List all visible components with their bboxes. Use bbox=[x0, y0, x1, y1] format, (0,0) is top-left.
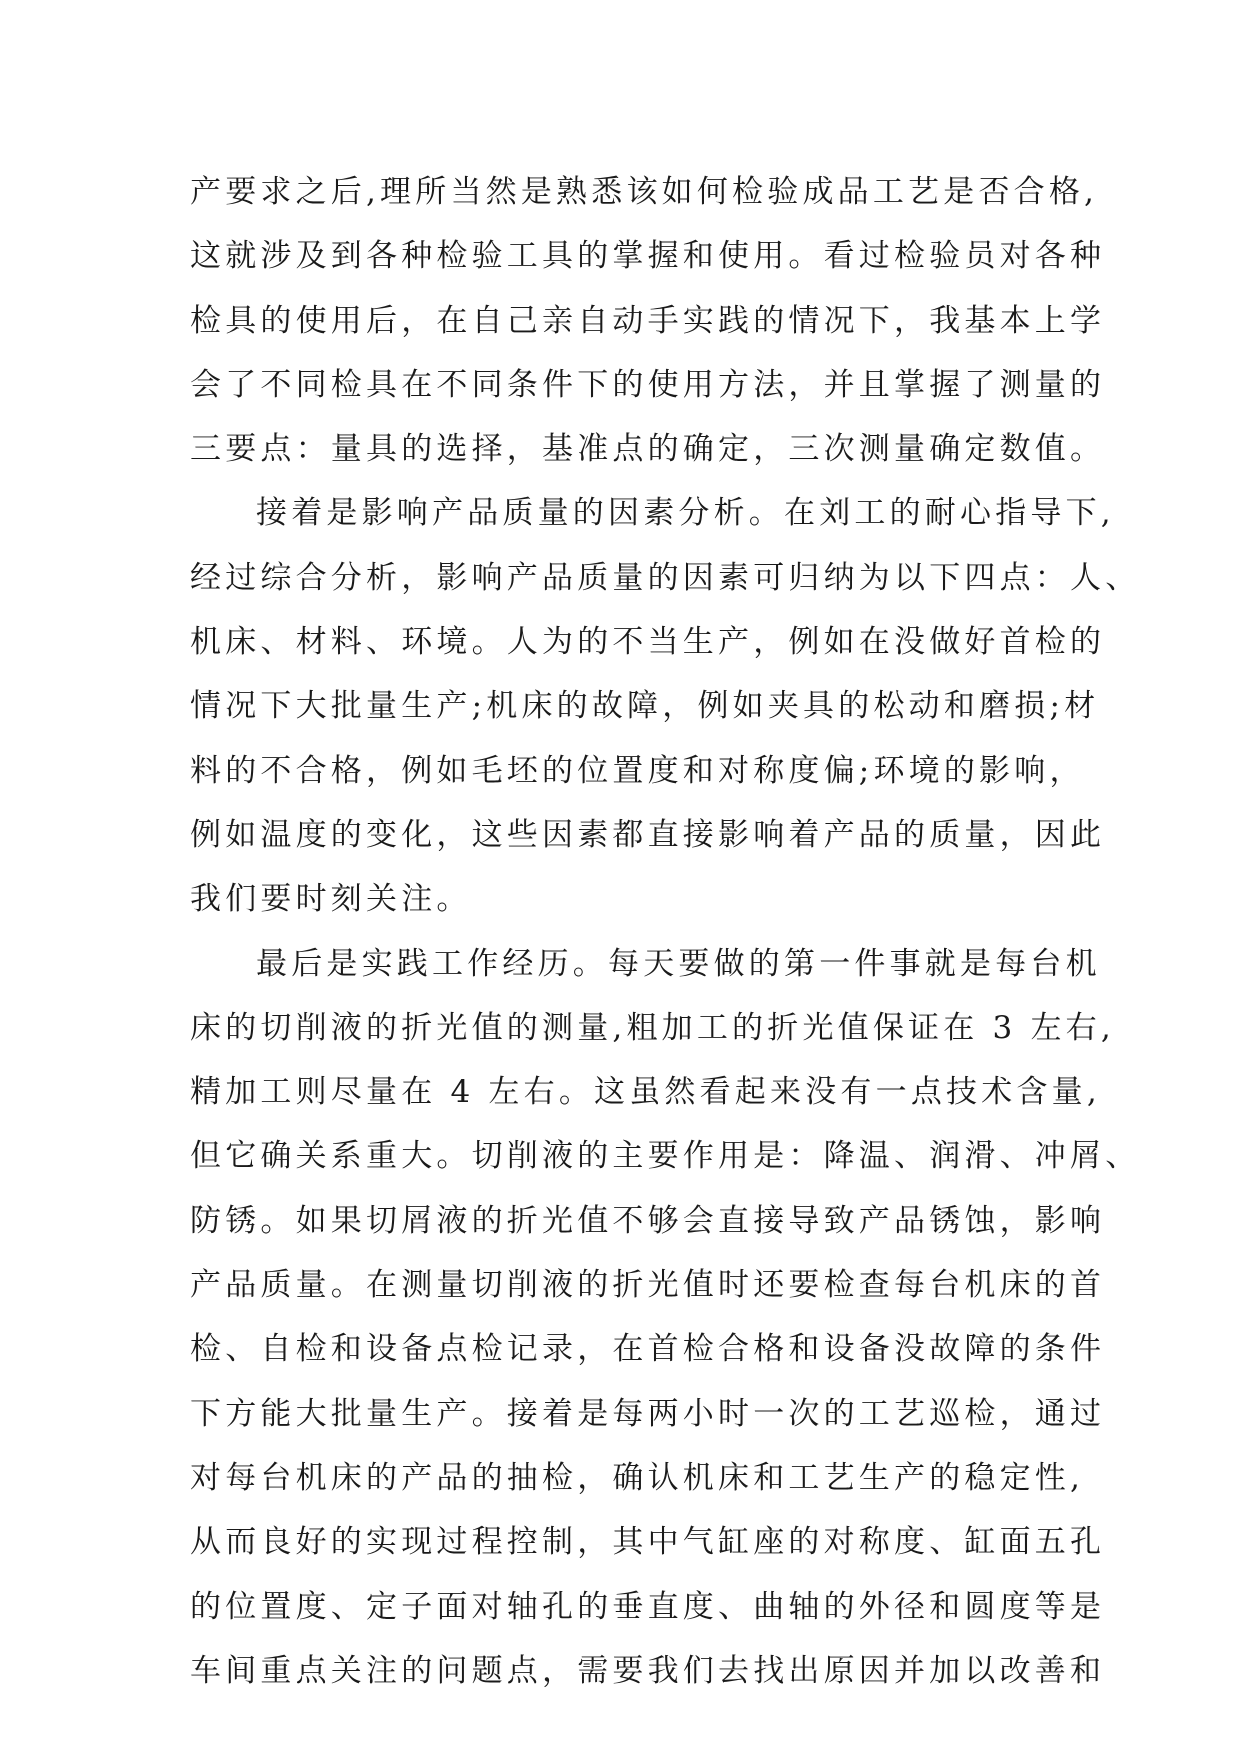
text-line: 检、自检和设备点检记录，在首检合格和设备没故障的条件 bbox=[190, 1331, 1106, 1368]
text-line: 例如温度的变化，这些因素都直接影响着产品的质量，因此 bbox=[190, 816, 1106, 853]
text-line: 机床、材料、环境。人为的不当生产，例如在没做好首检的 bbox=[190, 624, 1106, 661]
text-line: 从而良好的实现过程控制，其中气缸座的对称度、缸面五孔 bbox=[190, 1524, 1106, 1561]
text-line: 我们要时刻关注。 bbox=[190, 881, 472, 918]
text-line: 产要求之后,理所当然是熟悉该如何检验成品工艺是否合格, bbox=[190, 174, 1099, 210]
text-line: 车间重点关注的问题点，需要我们去找出原因并加以改善和 bbox=[190, 1652, 1106, 1689]
text-line: 会了不同检具在不同条件下的使用方法，并且掌握了测量的 bbox=[190, 366, 1106, 403]
text-line: 但它确关系重大。切削液的主要作用是：降温、润滑、冲屑、 bbox=[190, 1138, 1141, 1175]
paragraph-first-line: 最后是实践工作经历。每天要做的第一件事就是每台机 bbox=[256, 945, 1101, 982]
text-line: 产品质量。在测量切削液的折光值时还要检查每台机床的首 bbox=[190, 1267, 1106, 1304]
text-line: 三要点：量具的选择，基准点的确定，三次测量确定数值。 bbox=[190, 431, 1106, 468]
text-line: 防锈。如果切屑液的折光值不够会直接导致产品锈蚀，影响 bbox=[190, 1202, 1106, 1239]
text-line: 精加工则尽量在 4 左右。这虽然看起来没有一点技术含量, bbox=[190, 1074, 1101, 1111]
document-body bbox=[190, 160, 1141, 1703]
text-line: 情况下大批量生产;机床的故障，例如夹具的松动和磨损;材 bbox=[190, 688, 1100, 725]
text-line: 经过综合分析，影响产品质量的因素可归纳为以下四点：人、 bbox=[190, 559, 1141, 596]
text-line: 检具的使用后，在自己亲自动手实践的情况下，我基本上学 bbox=[190, 302, 1106, 339]
text-line: 床的切削液的折光值的测量,粗加工的折光值保证在 3 左右, bbox=[190, 1009, 1115, 1046]
paragraph-first-line: 接着是影响产品质量的因素分析。在刘工的耐心指导下, bbox=[256, 495, 1115, 532]
text-line: 料的不合格，例如毛坯的位置度和对称度偏;环境的影响， bbox=[190, 752, 1085, 789]
text-line: 这就涉及到各种检验工具的掌握和使用。看过检验员对各种 bbox=[190, 238, 1106, 275]
text-line: 的位置度、定子面对轴孔的垂直度、曲轴的外径和圆度等是 bbox=[190, 1588, 1106, 1625]
text-line: 对每台机床的产品的抽检，确认机床和工艺生产的稳定性, bbox=[190, 1459, 1085, 1496]
text-line: 下方能大批量生产。接着是每两小时一次的工艺巡检，通过 bbox=[190, 1395, 1106, 1432]
